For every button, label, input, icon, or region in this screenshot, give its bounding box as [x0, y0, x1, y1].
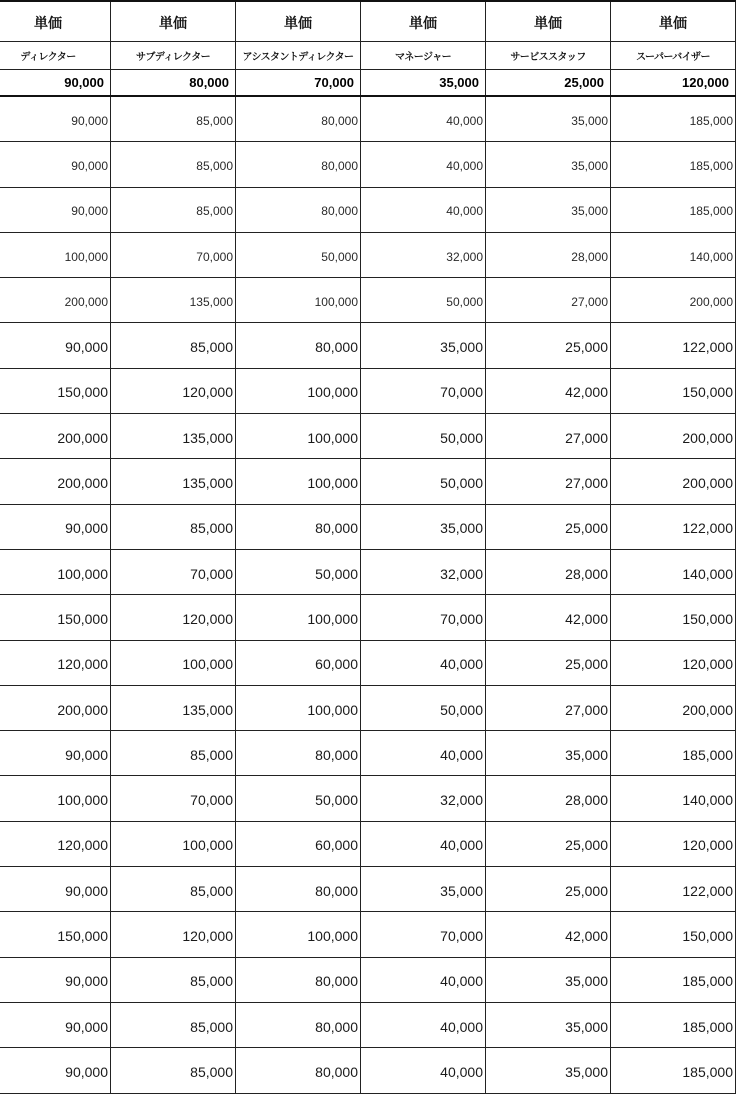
table-cell[interactable]: 40,000 [361, 188, 486, 232]
table-row [0, 867, 736, 912]
table-cell[interactable]: 80,000 [236, 1048, 361, 1092]
table-row [0, 595, 736, 640]
header-unit-cell[interactable]: 単価 [486, 2, 611, 41]
table-row [0, 188, 736, 233]
table-cell[interactable]: 200,000 [611, 414, 736, 458]
table-cell[interactable]: 150,000 [611, 595, 736, 639]
table-cell[interactable]: 150,000 [611, 912, 736, 956]
table-cell[interactable]: 100,000 [236, 414, 361, 458]
header-base-price-cell[interactable]: 90,000 [0, 70, 111, 95]
table-cell[interactable]: 200,000 [0, 459, 111, 503]
table-cell[interactable]: 80,000 [236, 188, 361, 232]
table-row [0, 1048, 736, 1093]
table-row [0, 641, 736, 686]
header-unit-cell[interactable]: 単価 [236, 2, 361, 41]
table-cell[interactable]: 35,000 [486, 97, 611, 141]
table-cell[interactable]: 100,000 [236, 686, 361, 730]
table-cell[interactable]: 90,000 [0, 1003, 111, 1047]
table-cell[interactable]: 35,000 [486, 958, 611, 1002]
table-row [0, 369, 736, 414]
table-cell[interactable]: 135,000 [111, 686, 236, 730]
table-cell[interactable]: 80,000 [236, 323, 361, 367]
table-cell[interactable]: 25,000 [486, 822, 611, 866]
table-cell[interactable]: 135,000 [111, 414, 236, 458]
header-role-assistant-director[interactable]: アシスタントディレクター [236, 42, 361, 69]
table-cell[interactable]: 35,000 [486, 142, 611, 186]
table-cell[interactable]: 40,000 [361, 958, 486, 1002]
table-cell[interactable]: 32,000 [361, 776, 486, 820]
table-cell[interactable]: 90,000 [0, 1048, 111, 1092]
table-cell[interactable]: 27,000 [486, 686, 611, 730]
header-unit-cell[interactable]: 単価 [361, 2, 486, 41]
table-cell[interactable]: 200,000 [0, 686, 111, 730]
table-cell[interactable]: 100,000 [236, 369, 361, 413]
table-cell[interactable]: 85,000 [111, 142, 236, 186]
table-cell[interactable]: 80,000 [236, 1003, 361, 1047]
table-cell[interactable]: 122,000 [611, 505, 736, 549]
table-cell[interactable]: 70,000 [111, 776, 236, 820]
table-cell[interactable]: 90,000 [0, 188, 111, 232]
table-cell[interactable]: 200,000 [611, 278, 736, 322]
table-cell[interactable]: 185,000 [611, 1048, 736, 1092]
table-cell[interactable]: 80,000 [236, 97, 361, 141]
table-cell[interactable]: 85,000 [111, 1003, 236, 1047]
table-cell[interactable]: 120,000 [0, 641, 111, 685]
header-row-roles [0, 42, 736, 70]
table-row [0, 550, 736, 595]
table-cell[interactable]: 27,000 [486, 278, 611, 322]
table-cell[interactable]: 70,000 [361, 595, 486, 639]
table-cell[interactable]: 85,000 [111, 958, 236, 1002]
table-cell[interactable]: 140,000 [611, 776, 736, 820]
table-cell[interactable]: 185,000 [611, 731, 736, 775]
table-cell[interactable]: 122,000 [611, 323, 736, 367]
table-cell[interactable]: 200,000 [0, 414, 111, 458]
table-cell[interactable]: 122,000 [611, 867, 736, 911]
header-row-base-prices [0, 70, 736, 97]
table-row [0, 142, 736, 187]
table-cell[interactable]: 140,000 [611, 233, 736, 277]
table-cell[interactable]: 90,000 [0, 958, 111, 1002]
table-cell[interactable]: 85,000 [111, 1048, 236, 1092]
table-cell[interactable]: 100,000 [236, 278, 361, 322]
table-cell[interactable]: 80,000 [236, 867, 361, 911]
header-base-price-cell[interactable]: 35,000 [361, 70, 486, 95]
table-cell[interactable]: 50,000 [236, 776, 361, 820]
table-cell[interactable]: 120,000 [0, 822, 111, 866]
header-role-director[interactable]: ディレクター [0, 42, 111, 69]
table-row [0, 776, 736, 821]
table-cell[interactable]: 27,000 [486, 414, 611, 458]
table-cell[interactable]: 85,000 [111, 867, 236, 911]
header-role-sub-director[interactable]: サブディレクター [111, 42, 236, 69]
table-cell[interactable]: 60,000 [236, 641, 361, 685]
table-cell[interactable]: 40,000 [361, 97, 486, 141]
table-cell[interactable]: 35,000 [486, 1048, 611, 1092]
table-cell[interactable]: 100,000 [0, 550, 111, 594]
table-cell[interactable]: 85,000 [111, 97, 236, 141]
header-base-price-cell[interactable]: 70,000 [236, 70, 361, 95]
table-cell[interactable]: 135,000 [111, 278, 236, 322]
table-cell[interactable]: 28,000 [486, 233, 611, 277]
table-cell[interactable]: 120,000 [111, 595, 236, 639]
table-cell[interactable]: 185,000 [611, 142, 736, 186]
table-cell[interactable]: 90,000 [0, 731, 111, 775]
table-cell[interactable]: 200,000 [611, 459, 736, 503]
header-base-price-cell[interactable]: 80,000 [111, 70, 236, 95]
table-cell[interactable]: 40,000 [361, 1048, 486, 1092]
table-cell[interactable]: 85,000 [111, 505, 236, 549]
table-cell[interactable]: 50,000 [361, 414, 486, 458]
table-cell[interactable]: 50,000 [361, 686, 486, 730]
table-row [0, 912, 736, 957]
table-cell[interactable]: 100,000 [236, 595, 361, 639]
table-cell[interactable]: 120,000 [611, 822, 736, 866]
table-cell[interactable]: 200,000 [0, 278, 111, 322]
table-cell[interactable]: 150,000 [0, 369, 111, 413]
table-cell[interactable]: 35,000 [361, 323, 486, 367]
table-cell[interactable]: 90,000 [0, 505, 111, 549]
table-cell[interactable]: 100,000 [0, 233, 111, 277]
table-cell[interactable]: 40,000 [361, 822, 486, 866]
table-row [0, 958, 736, 1003]
table-cell[interactable]: 40,000 [361, 731, 486, 775]
table-cell[interactable]: 70,000 [361, 912, 486, 956]
table-cell[interactable]: 80,000 [236, 731, 361, 775]
header-role-service-staff[interactable]: サービススタッフ [486, 42, 611, 69]
table-cell[interactable]: 150,000 [611, 369, 736, 413]
table-cell[interactable]: 28,000 [486, 776, 611, 820]
table-row [0, 822, 736, 867]
table-cell[interactable]: 70,000 [111, 550, 236, 594]
table-cell[interactable]: 90,000 [0, 867, 111, 911]
table-cell[interactable]: 50,000 [361, 459, 486, 503]
table-row [0, 323, 736, 368]
table-cell[interactable]: 42,000 [486, 595, 611, 639]
table-cell[interactable]: 70,000 [111, 233, 236, 277]
table-cell[interactable]: 50,000 [236, 550, 361, 594]
table-cell[interactable]: 100,000 [111, 641, 236, 685]
table-cell[interactable]: 35,000 [486, 731, 611, 775]
table-row [0, 731, 736, 776]
table-cell[interactable]: 50,000 [361, 278, 486, 322]
table-cell[interactable]: 100,000 [236, 459, 361, 503]
header-unit-cell[interactable]: 単価 [0, 2, 111, 41]
table-cell[interactable]: 100,000 [0, 776, 111, 820]
header-role-manager[interactable]: マネージャー [361, 42, 486, 69]
table-cell[interactable]: 80,000 [236, 505, 361, 549]
table-cell[interactable]: 70,000 [361, 369, 486, 413]
table-row [0, 459, 736, 504]
table-cell[interactable]: 35,000 [486, 1003, 611, 1047]
table-cell[interactable]: 40,000 [361, 641, 486, 685]
table-cell[interactable]: 25,000 [486, 641, 611, 685]
table-row [0, 233, 736, 278]
table-cell[interactable]: 42,000 [486, 369, 611, 413]
table-cell[interactable]: 85,000 [111, 323, 236, 367]
table-cell[interactable]: 120,000 [111, 369, 236, 413]
header-base-price-cell[interactable]: 120,000 [611, 70, 736, 95]
table-cell[interactable]: 50,000 [236, 233, 361, 277]
table-cell[interactable]: 28,000 [486, 550, 611, 594]
table-row [0, 97, 736, 142]
table-row [0, 505, 736, 550]
table-body [0, 97, 736, 1094]
table-cell[interactable]: 35,000 [361, 867, 486, 911]
table-cell[interactable]: 185,000 [611, 188, 736, 232]
header-base-price-cell[interactable]: 25,000 [486, 70, 611, 95]
table-cell[interactable]: 40,000 [361, 142, 486, 186]
table-cell[interactable]: 90,000 [0, 142, 111, 186]
table-row [0, 1003, 736, 1048]
table-cell[interactable]: 90,000 [0, 97, 111, 141]
table-cell[interactable]: 35,000 [486, 188, 611, 232]
table-cell[interactable]: 60,000 [236, 822, 361, 866]
table-cell[interactable]: 42,000 [486, 912, 611, 956]
table-cell[interactable]: 140,000 [611, 550, 736, 594]
table-cell[interactable]: 185,000 [611, 958, 736, 1002]
table-cell[interactable]: 40,000 [361, 1003, 486, 1047]
table-cell[interactable]: 32,000 [361, 550, 486, 594]
table-cell[interactable]: 100,000 [111, 822, 236, 866]
table-cell[interactable]: 150,000 [0, 595, 111, 639]
table-cell[interactable]: 25,000 [486, 323, 611, 367]
table-cell[interactable]: 185,000 [611, 97, 736, 141]
header-unit-cell[interactable]: 単価 [111, 2, 236, 41]
table-cell[interactable]: 120,000 [111, 912, 236, 956]
table-row [0, 278, 736, 323]
table-cell[interactable]: 100,000 [236, 912, 361, 956]
table-cell[interactable]: 27,000 [486, 459, 611, 503]
table-cell[interactable]: 135,000 [111, 459, 236, 503]
table-cell[interactable]: 185,000 [611, 1003, 736, 1047]
table-cell[interactable]: 200,000 [611, 686, 736, 730]
table-row [0, 686, 736, 731]
table-row [0, 414, 736, 459]
table-cell[interactable]: 25,000 [486, 505, 611, 549]
header-unit-cell[interactable]: 単価 [611, 2, 736, 41]
table-cell[interactable]: 35,000 [361, 505, 486, 549]
header-row-unit-price [0, 2, 736, 42]
table-cell[interactable]: 85,000 [111, 731, 236, 775]
table-cell[interactable]: 120,000 [611, 641, 736, 685]
table-cell[interactable]: 150,000 [0, 912, 111, 956]
table-cell[interactable]: 80,000 [236, 958, 361, 1002]
table-cell[interactable]: 80,000 [236, 142, 361, 186]
table-cell[interactable]: 25,000 [486, 867, 611, 911]
header-role-supervisor[interactable]: スーパーバイザー [611, 42, 736, 69]
table-cell[interactable]: 85,000 [111, 188, 236, 232]
table-cell[interactable]: 32,000 [361, 233, 486, 277]
table-cell[interactable]: 90,000 [0, 323, 111, 367]
